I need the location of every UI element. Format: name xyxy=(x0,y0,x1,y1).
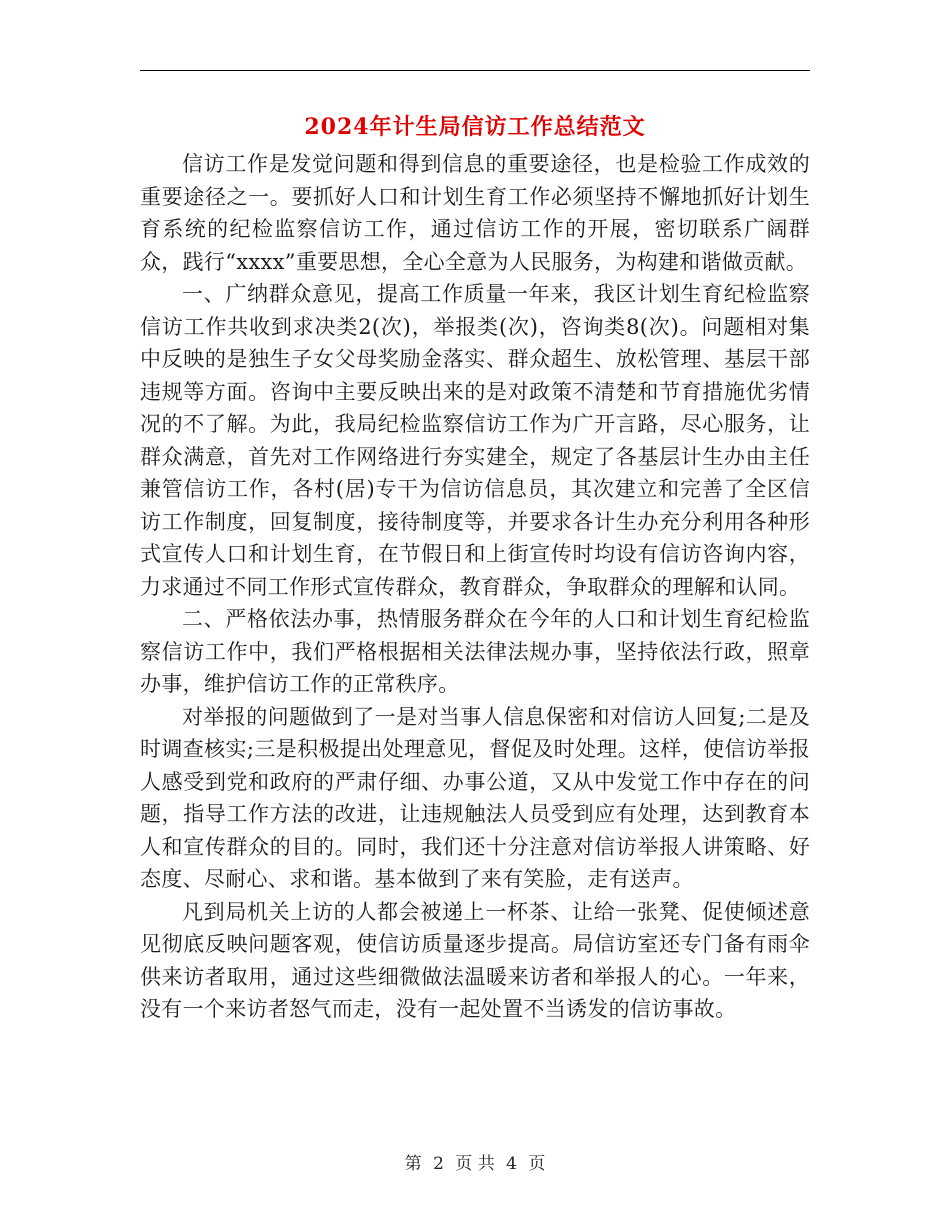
paragraph-visitors: 凡到局机关上访的人都会被递上一杯茶、让给一张凳、促使倾述意见彻底反映问题客观，使信访质量逐步提高。局信访室还专门备有雨伞供来访者取用，通过这些细微做法温暖来访者和举报人的心。一年来，没有一个来访者怒气而走，没有一起处置不当诱发的信访事故。 xyxy=(140,899,810,1021)
footer-page-suffix: 页 xyxy=(528,1154,546,1174)
document-title: 2024年计生局信访工作总结范文 xyxy=(304,114,646,140)
paragraph-section-one: 一、广纳群众意见，提高工作质量一年来，我区计划生育纪检监察信访工作共收到求决类2(次)，举报类(次)，咨询类8(次)。问题相对集中反映的是独生子女父母奖励金落实、群众超生、放松管理、基层干部违规等方面。咨询中主要反映出来的是对政策不清楚和节育措施优劣情况的不了解。为此，我局纪检监察信访工作为广开言路，尽心服务，让群众满意，首先对工作网络进行夯实建全，规定了各基层计生办由主任兼管信访工作，各村(居)专干为信访信息员，其次建立和完善了全区信访工作制度，回复制度，接待制度等，并要求各计生办充分利用各种形式宣传人口和计划生育，在节假日和上街宣传时均设有信访咨询内容，力求通过不同工作形式宣传群众，教育群众，争取群众的理解和认同。 xyxy=(140,282,810,599)
paragraph-intro: 信访工作是发觉问题和得到信息的重要途径，也是检验工作成效的重要途径之一。要抓好人口和计划生育工作必须坚持不懈地抓好计划生育系统的纪检监察信访工作，通过信访工作的开展，密切联系广阔群众，践行“xxxx”重要思想，全心全意为人民服务，为构建和谐做贡献。 xyxy=(140,152,810,274)
document-body xyxy=(140,148,810,1026)
footer-page-number: 2 xyxy=(433,1154,444,1174)
footer-total-pages: 4 xyxy=(506,1154,517,1174)
paragraph-section-two: 二、严格依法办事，热情服务群众在今年的人口和计划生育纪检监察信访工作中，我们严格根据相关法律法规办事，坚持依法行政，照章办事，维护信访工作的正常秩序。 xyxy=(140,607,810,696)
footer-page-prefix: 第 xyxy=(404,1154,422,1174)
footer-page-middle: 页 共 xyxy=(455,1154,495,1174)
header-rule xyxy=(140,70,810,71)
page-footer xyxy=(0,1152,950,1176)
paragraph-reporting: 对举报的问题做到了一是对当事人信息保密和对信访人回复;二是及时调查核实;三是积极提出处理意见，督促及时处理。这样，使信访举报人感受到党和政府的严肃仔细、办事公道，又从中发觉工作中存在的问题，指导工作方法的改进，让违规触法人员受到应有处理，达到教育本人和宣传群众的目的。同时，我们还十分注意对信访举报人讲策略、好态度、尽耐心、求和谐。基本做到了来有笑脸，走有送声。 xyxy=(140,704,810,891)
